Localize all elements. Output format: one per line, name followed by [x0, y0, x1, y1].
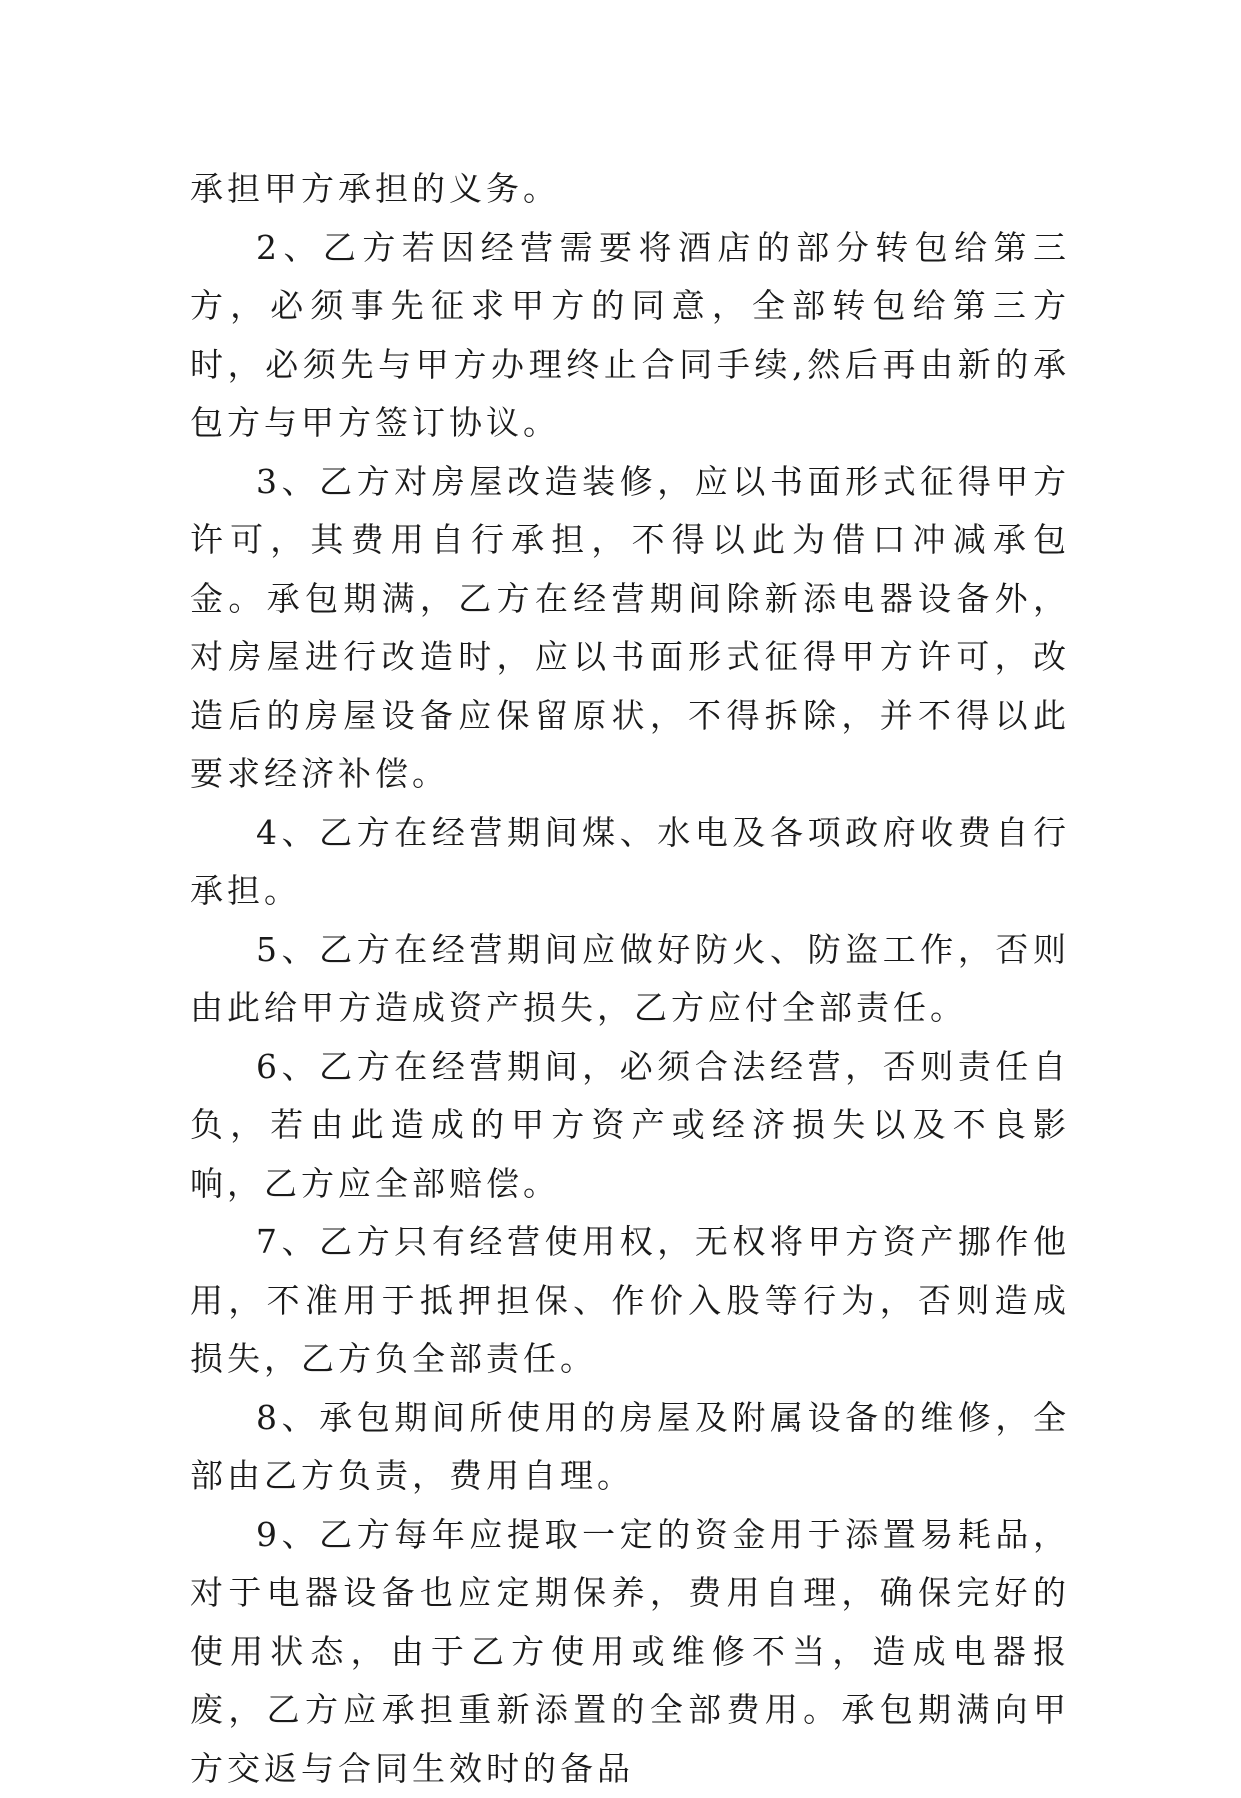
paragraph-clause-5: 5、乙方在经营期间应做好防火、防盗工作，否则由此给甲方造成资产损失，乙方应付全部责任。	[190, 921, 1070, 1038]
paragraph-clause-3: 3、乙方对房屋改造装修，应以书面形式征得甲方许可，其费用自行承担，不得以此为借口冲减承包金。承包期满，乙方在经营期间除新添电器设备外，对房屋进行改造时，应以书面形式征得甲方许可，改造后的房屋设备应保留原状，不得拆除，并不得以此要求经济补偿。	[190, 453, 1070, 804]
paragraph-clause-8: 8、承包期间所使用的房屋及附属设备的维修，全部由乙方负责，费用自理。	[190, 1389, 1070, 1506]
paragraph-clause-9: 9、乙方每年应提取一定的资金用于添置易耗品，对于电器设备也应定期保养，费用自理，确保完好的使用状态，由于乙方使用或维修不当，造成电器报废，乙方应承担重新添置的全部费用。承包期满向甲方交返与合同生效时的备品	[190, 1506, 1070, 1798]
paragraph-clause-2: 2、乙方若因经营需要将酒店的部分转包给第三方，必须事先征求甲方的同意，全部转包给第三方时，必须先与甲方办理终止合同手续,然后再由新的承包方与甲方签订协议。	[190, 219, 1070, 453]
paragraph-clause-4: 4、乙方在经营期间煤、水电及各项政府收费自行承担。	[190, 804, 1070, 921]
paragraph-continuation: 承担甲方承担的义务。	[190, 160, 1070, 219]
document-body	[190, 160, 1070, 1798]
paragraph-clause-7: 7、乙方只有经营使用权，无权将甲方资产挪作他用，不准用于抵押担保、作价入股等行为，否则造成损失，乙方负全部责任。	[190, 1213, 1070, 1389]
paragraph-clause-6: 6、乙方在经营期间，必须合法经营，否则责任自负，若由此造成的甲方资产或经济损失以及不良影响，乙方应全部赔偿。	[190, 1038, 1070, 1214]
